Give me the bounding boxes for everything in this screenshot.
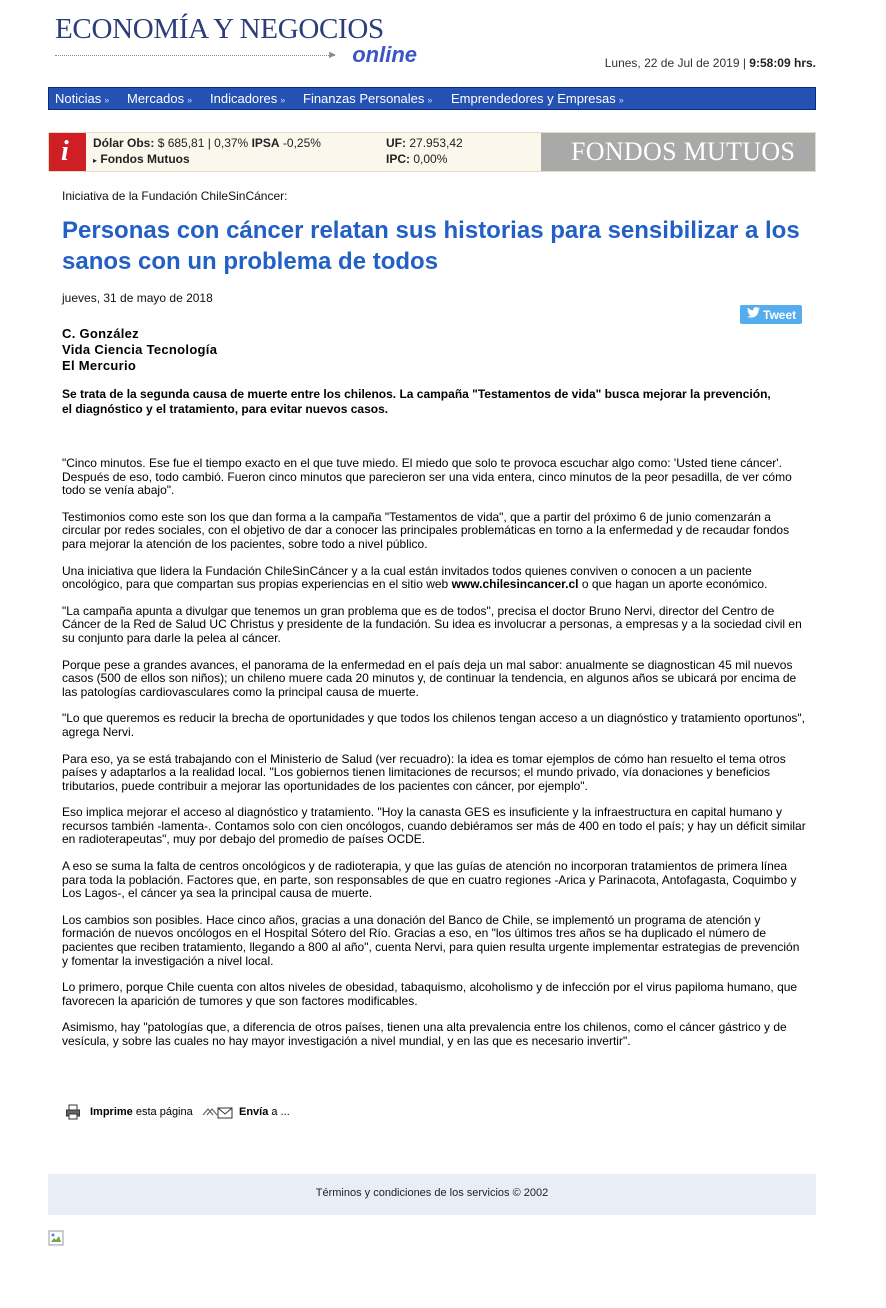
paragraph: Testimonios como este son los que dan forma a la campaña "Testamentos de vida", que a partir del próximo 6 de junio comenzarán a circular por redes sociales, con el objetivo de dar a conocer las principales problemáticas en torno a la enfermedad y de recaudar fondos para mejorar la atención de los pacientes, sobre todo a nivel público. — [62, 509, 790, 551]
paragraph: Los cambios son posibles. Hace cinco años, gracias a una donación del Banco de Chile, se implementó un programa de atención y formación de nuevos oncólogos en el Hospital Sótero del Río. Gracias a eso, en "los últimos tres años se ha duplicado el número de pacientes que reciben tratamiento, llegando a 800 al año", cuenta Nervi, para quien resulta urgente implementar estrategias de prevención y fomentar la investigación a nivel local. — [62, 912, 800, 968]
paragraph: Asimismo, hay "patologías que, a diferencia de otros países, tienen una alta prevalencia entre los chilenos, como el cáncer gástrico y de vesícula, y sobre las cuales no hay mayor investigación a nivel mundial, y en las que es necesario invertir". — [62, 1020, 787, 1048]
ipsa-value: -0,25% — [282, 136, 321, 150]
nav-item-emprendedores[interactable] — [451, 91, 624, 106]
nav-label: Noticias — [55, 91, 102, 106]
twitter-bird-icon — [747, 307, 760, 321]
paragraph: Eso implica mejorar el acceso al diagnóstico y tratamiento. "Hoy la canasta GES es insuficiente y la infraestructura en capital humano y recursos también -lamenta-. Contamos solo con cien oncólogos, cuando debiéramos ser más de 400 en todo el país; y hay un déficit similar en radioterapeutas", muy por debajo del promedio de países OCDE. — [62, 805, 806, 847]
article-lead: Se trata de la segunda causa de muerte entre los chilenos. La campaña "Testamentos de vida" busca mejorar la prevención, el diagnóstico y el tratamiento, para evitar nuevos casos. — [62, 387, 771, 416]
paragraph — [62, 565, 808, 592]
paragraph: Para eso, ya se está trabajando con el Ministerio de Salud (ver recuadro): la idea es tomar ejemplos de cómo han resuelto el tema otros países y adaptarlos a la realidad local. "Los gobiernos tienen limitaciones de recursos; el mundo privado, vía donaciones y beneficios tributarios, puede contribuir a mejorar las oportunidades de los pacientes con cáncer, por ejemplo". — [62, 751, 786, 793]
send-envelope-icon[interactable] — [202, 1106, 234, 1120]
website-link[interactable]: www.chilesincancer.cl — [451, 577, 579, 592]
nav-item-mercados[interactable] — [127, 91, 192, 106]
nav-arrow-icon: » — [427, 95, 433, 105]
print-rest: esta página — [135, 1106, 193, 1118]
author: C. González — [62, 326, 139, 341]
source: El Mercurio — [62, 358, 137, 373]
info-glyph: i — [61, 136, 69, 167]
broken-image-icon — [48, 1230, 64, 1246]
nav-item-finanzas-personales[interactable] — [303, 91, 432, 106]
paragraph: "La campaña apunta a divulgar que tenemos un gran problema que es de todos", precisa el doctor Bruno Nervi, director del Centro de Cáncer de la Red de Salud UC Christus y presidente de la fundación. Su idea es involucrar a personas, a empresas y a la sociedad civil en su conjunto para darle la pelea al cáncer. — [62, 603, 802, 645]
fondos-mutuos-link[interactable] — [93, 152, 190, 166]
byline — [62, 326, 217, 374]
nav-arrow-icon: » — [618, 95, 624, 105]
section: Vida Ciencia Tecnología — [62, 342, 218, 357]
nav-label: Indicadores — [210, 91, 278, 106]
logo-dotted-line — [55, 55, 335, 56]
dolar-ipsa-line — [93, 136, 321, 150]
paragraph: Porque pese a grandes avances, el panorama de la enfermedad en el país deja un mal sabor: anualmente se diagnostican 45 mil nuevos casos (500 de ellos son niños); un chileno muere cada 20 minutos y, de continuar la tendencia, en algunos años se ubicará por encima de las patologías cardiovasculares como la principal causa de muerte. — [62, 657, 797, 699]
uf-indicator — [386, 136, 463, 150]
ipc-indicator — [386, 152, 447, 166]
send-bold: Envía — [239, 1106, 269, 1118]
banner-text: FONDOS MUTUOS — [571, 137, 796, 166]
market-ticker — [48, 132, 816, 172]
send-link[interactable] — [239, 1106, 290, 1118]
nav-arrow-icon: » — [187, 95, 193, 105]
logo-subtitle-area — [55, 44, 417, 66]
logo-online: online — [352, 42, 417, 67]
main-nav — [48, 87, 816, 110]
printer-icon[interactable] — [66, 1104, 80, 1120]
print-bold: Imprime — [90, 1106, 133, 1118]
time-text: 9:58:09 hrs. — [749, 56, 816, 70]
paragraph-text: o que hagan un aporte económico. — [578, 577, 768, 592]
send-rest: a ... — [271, 1106, 290, 1118]
uf-label: UF: — [386, 136, 406, 150]
logo-arrow-icon: ► — [327, 49, 338, 61]
dolar-label: Dólar Obs: — [93, 136, 155, 150]
ipsa-label: IPSA — [251, 136, 280, 150]
article-kicker: Iniciativa de la Fundación ChileSinCáncer: — [62, 189, 288, 203]
nav-label: Mercados — [127, 91, 185, 106]
date-text: Lunes, 22 de Jul de 2019 | — [604, 56, 746, 70]
fondos-link-label: Fondos Mutuos — [100, 152, 190, 166]
nav-item-indicadores[interactable] — [210, 91, 285, 106]
nav-arrow-icon: » — [104, 95, 110, 105]
article-headline: Personas con cáncer relatan sus historias para sensibilizar a los sanos con un problema de todos — [62, 217, 800, 275]
current-date — [605, 56, 816, 70]
article-date: jueves, 31 de mayo de 2018 — [62, 291, 213, 305]
tweet-label: Tweet — [763, 308, 797, 322]
fondos-mutuos-banner[interactable] — [541, 133, 815, 171]
page-footer — [48, 1174, 816, 1215]
paragraph: "Cinco minutos. Ese fue el tiempo exacto en el que tuve miedo. El miedo que solo te provoca escuchar algo como: 'Usted tiene cáncer'. Después de eso, todo cambió. Fueron cinco minutos que parecieron ser una vida entera, cinco minutos de la peor pesadilla, de ver cómo todo se venía abajo". — [62, 456, 792, 498]
info-icon[interactable] — [49, 133, 86, 171]
logo-title: ECONOMÍA Y NEGOCIOS — [55, 13, 384, 45]
paragraph: A eso se suma la falta de centros oncológicos y de radioterapia, y que las guías de atención no incorporan tratamientos de primera línea para toda la población. Factores que, en parte, son responsables de que en cuatro regiones -Arica y Parinacota, Antofagasta, Coquimbo y Los Lagos-, el cáncer ya sea la principal causa de muerte. — [62, 859, 797, 901]
paragraph: "Lo que queremos es reducir la brecha de oportunidades y que todos los chilenos tengan acceso a un diagnóstico y tratamiento oportunos", agrega Nervi. — [62, 711, 805, 739]
nav-item-noticias[interactable] — [55, 91, 109, 106]
article-body — [62, 457, 808, 1062]
ipc-value: 0,00% — [413, 152, 448, 166]
print-link[interactable] — [90, 1106, 193, 1118]
bullet-arrow-icon: ▸ — [93, 156, 98, 165]
dolar-value: $ 685,81 | 0,37% — [157, 136, 249, 150]
ipc-label: IPC: — [386, 152, 410, 166]
nav-label: Finanzas Personales — [303, 91, 425, 106]
nav-label: Emprendedores y Empresas — [451, 91, 616, 106]
uf-value: 27.953,42 — [409, 136, 463, 150]
site-logo[interactable] — [55, 13, 425, 67]
nav-arrow-icon: » — [280, 95, 286, 105]
paragraph-text: Una iniciativa que lidera la Fundación ChileSinCáncer y a la cual están invitados todos quienes conviven o conocen a un paciente oncológico, para que compartan sus propias experiencias en el sitio web — [62, 563, 752, 592]
tweet-button[interactable] — [740, 305, 802, 324]
footer-terms-link[interactable]: Términos y condiciones de los servicios © 2002 — [315, 1187, 549, 1199]
paragraph: Lo primero, porque Chile cuenta con altos niveles de obesidad, tabaquismo, alcoholismo y de infección por el virus papiloma humano, que favorecen la aparición de tumores y que son factores modificables. — [62, 980, 798, 1008]
